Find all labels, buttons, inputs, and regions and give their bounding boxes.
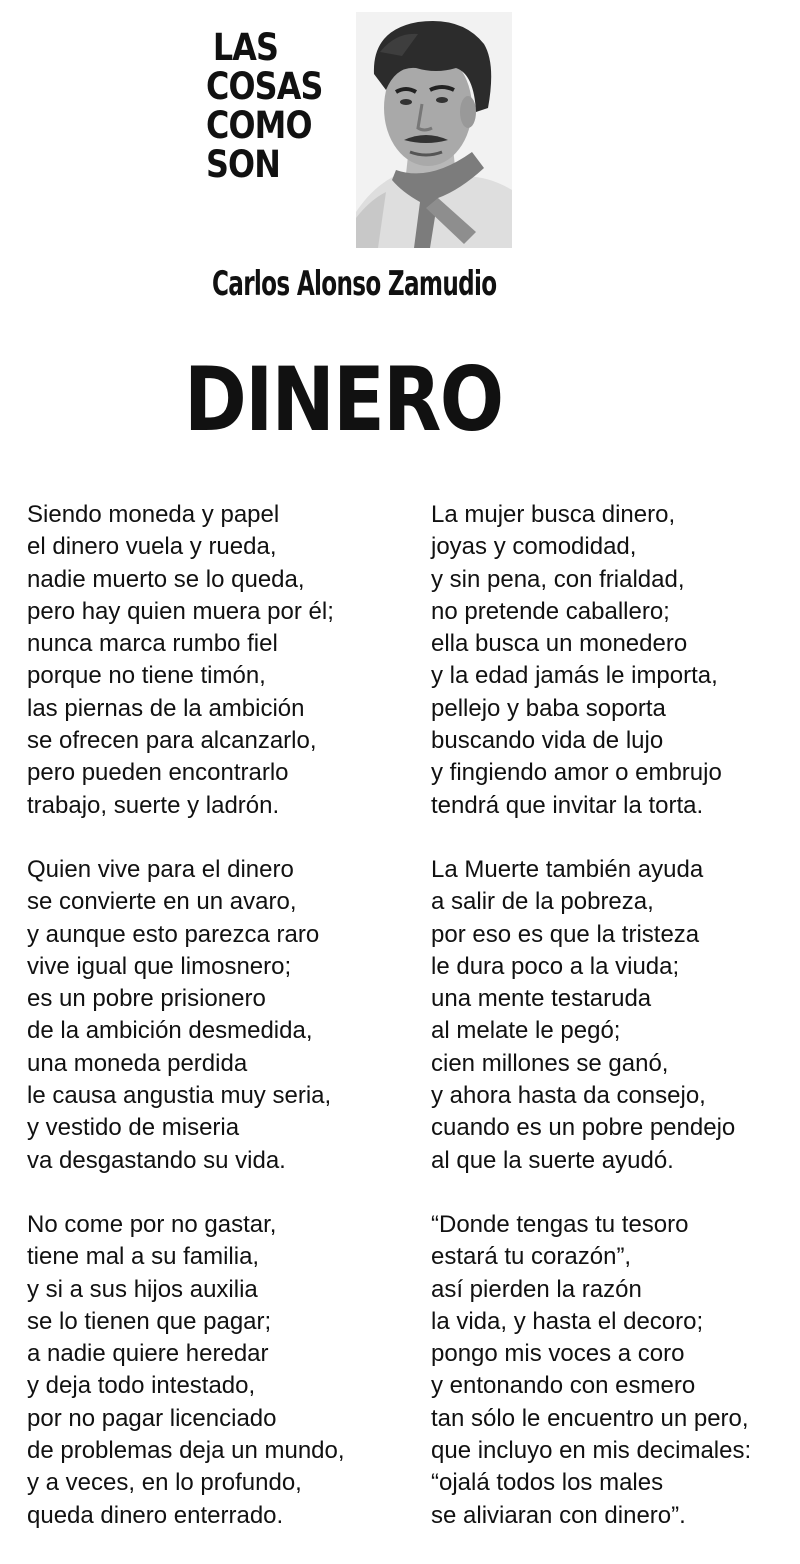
verse-line: de problemas deja un mundo,: [27, 1437, 345, 1465]
verse-line: cuando es un pobre pendejo: [431, 1114, 736, 1142]
verse-line: trabajo, suerte y ladrón.: [27, 791, 280, 819]
verse-line: la vida, y hasta el decoro;: [431, 1307, 704, 1335]
column-title-line: LAS: [212, 26, 279, 69]
stanza: [27, 854, 407, 1177]
verse-line: a salir de la pobreza,: [431, 888, 654, 916]
verse-line: pellejo y baba soporta: [431, 694, 666, 722]
verse-line: La Muerte también ayuda: [431, 855, 704, 883]
verse-line: tiene mal a su familia,: [27, 1243, 260, 1271]
column-title-line: COSAS: [206, 65, 323, 108]
stanza: [431, 1209, 796, 1532]
verse-line: “Donde tengas tu tesoro: [431, 1210, 689, 1238]
verse-line: ella busca un monedero: [431, 630, 688, 658]
verse-line: nunca marca rumbo fiel: [27, 630, 278, 658]
verse-line: tendrá que invitar la torta.: [431, 791, 704, 819]
verse-line: pero hay quien muera por él;: [27, 597, 334, 625]
column-title: [206, 28, 335, 184]
verse-line: Siendo moneda y papel: [27, 501, 280, 528]
verse-line: de la ambición desmedida,: [27, 1017, 313, 1045]
verse-line: nadie muerto se lo queda,: [27, 565, 305, 593]
verse-line: se aliviaran con dinero”.: [431, 1501, 686, 1529]
verse-line: No come por no gastar,: [27, 1210, 277, 1238]
verse-line: se ofrecen para alcanzarlo,: [27, 727, 317, 755]
verse-line: vive igual que limosnero;: [27, 952, 292, 980]
verse-line: las piernas de la ambición: [27, 694, 305, 722]
verse-line: pero pueden encontrarlo: [27, 759, 289, 787]
verse-line: y deja todo intestado,: [27, 1372, 256, 1400]
verse-line: una moneda perdida: [27, 1049, 248, 1077]
verse-line: y entonando con esmero: [431, 1372, 696, 1400]
verse-line: al melate le pegó;: [431, 1017, 621, 1045]
verse-line: por eso es que la tristeza: [431, 920, 700, 948]
verse-line: buscando vida de lujo: [431, 727, 664, 755]
verse-line: La mujer busca dinero,: [431, 501, 676, 528]
stanza: [431, 854, 796, 1177]
column-title-line: COMO: [206, 104, 312, 147]
verse-line: “ojalá todos los males: [431, 1469, 664, 1497]
verse-line: y ahora hasta da consejo,: [431, 1082, 706, 1110]
verse-line: y la edad jamás le importa,: [431, 662, 718, 690]
verse-line: y aunque esto parezca raro: [27, 920, 320, 948]
verse-line: y a veces, en lo profundo,: [27, 1469, 302, 1497]
verse-line: es un pobre prisionero: [27, 985, 266, 1013]
verse-line: el dinero vuela y rueda,: [27, 533, 277, 561]
verse-line: tan sólo le encuentro un pero,: [431, 1404, 749, 1432]
author-name: Carlos Alonso Zamudio: [212, 264, 497, 304]
verse-line: le dura poco a la viuda;: [431, 952, 680, 980]
verse-line: y vestido de miseria: [27, 1114, 240, 1142]
verse-line: así pierden la razón: [431, 1275, 642, 1303]
verse-line: una mente testaruda: [431, 985, 652, 1013]
poem-right-column: [431, 499, 796, 1564]
verse-line: se convierte en un avaro,: [27, 888, 297, 916]
verse-line: y sin pena, con frialdad,: [431, 565, 685, 593]
verse-line: Quien vive para el dinero: [27, 855, 294, 883]
column-title-line: SON: [206, 143, 281, 186]
verse-line: pongo mis voces a coro: [431, 1340, 685, 1368]
verse-line: a nadie quiere heredar: [27, 1340, 269, 1368]
verse-line: cien millones se ganó,: [431, 1049, 669, 1077]
verse-line: porque no tiene timón,: [27, 662, 266, 690]
verse-line: se lo tienen que pagar;: [27, 1307, 272, 1335]
verse-line: no pretende caballero;: [431, 597, 670, 625]
verse-line: va desgastando su vida.: [27, 1146, 286, 1174]
author-portrait-illustration: [356, 12, 512, 248]
verse-line: queda dinero enterrado.: [27, 1501, 284, 1529]
verse-line: al que la suerte ayudó.: [431, 1146, 674, 1174]
verse-line: que incluyo en mis decimales:: [431, 1437, 752, 1465]
stanza: [431, 499, 796, 822]
verse-line: le causa angustia muy seria,: [27, 1082, 332, 1110]
verse-line: joyas y comodidad,: [431, 533, 637, 561]
verse-line: y si a sus hijos auxilia: [27, 1275, 258, 1303]
poem-left-column: [27, 499, 407, 1564]
verse-line: por no pagar licenciado: [27, 1404, 277, 1432]
poem-title: DINERO: [184, 348, 503, 451]
verse-line: y fingiendo amor o embrujo: [431, 759, 722, 787]
verse-line: estará tu corazón”,: [431, 1243, 632, 1271]
stanza: [27, 1209, 407, 1532]
author-portrait: [356, 12, 512, 248]
stanza: [27, 499, 407, 822]
